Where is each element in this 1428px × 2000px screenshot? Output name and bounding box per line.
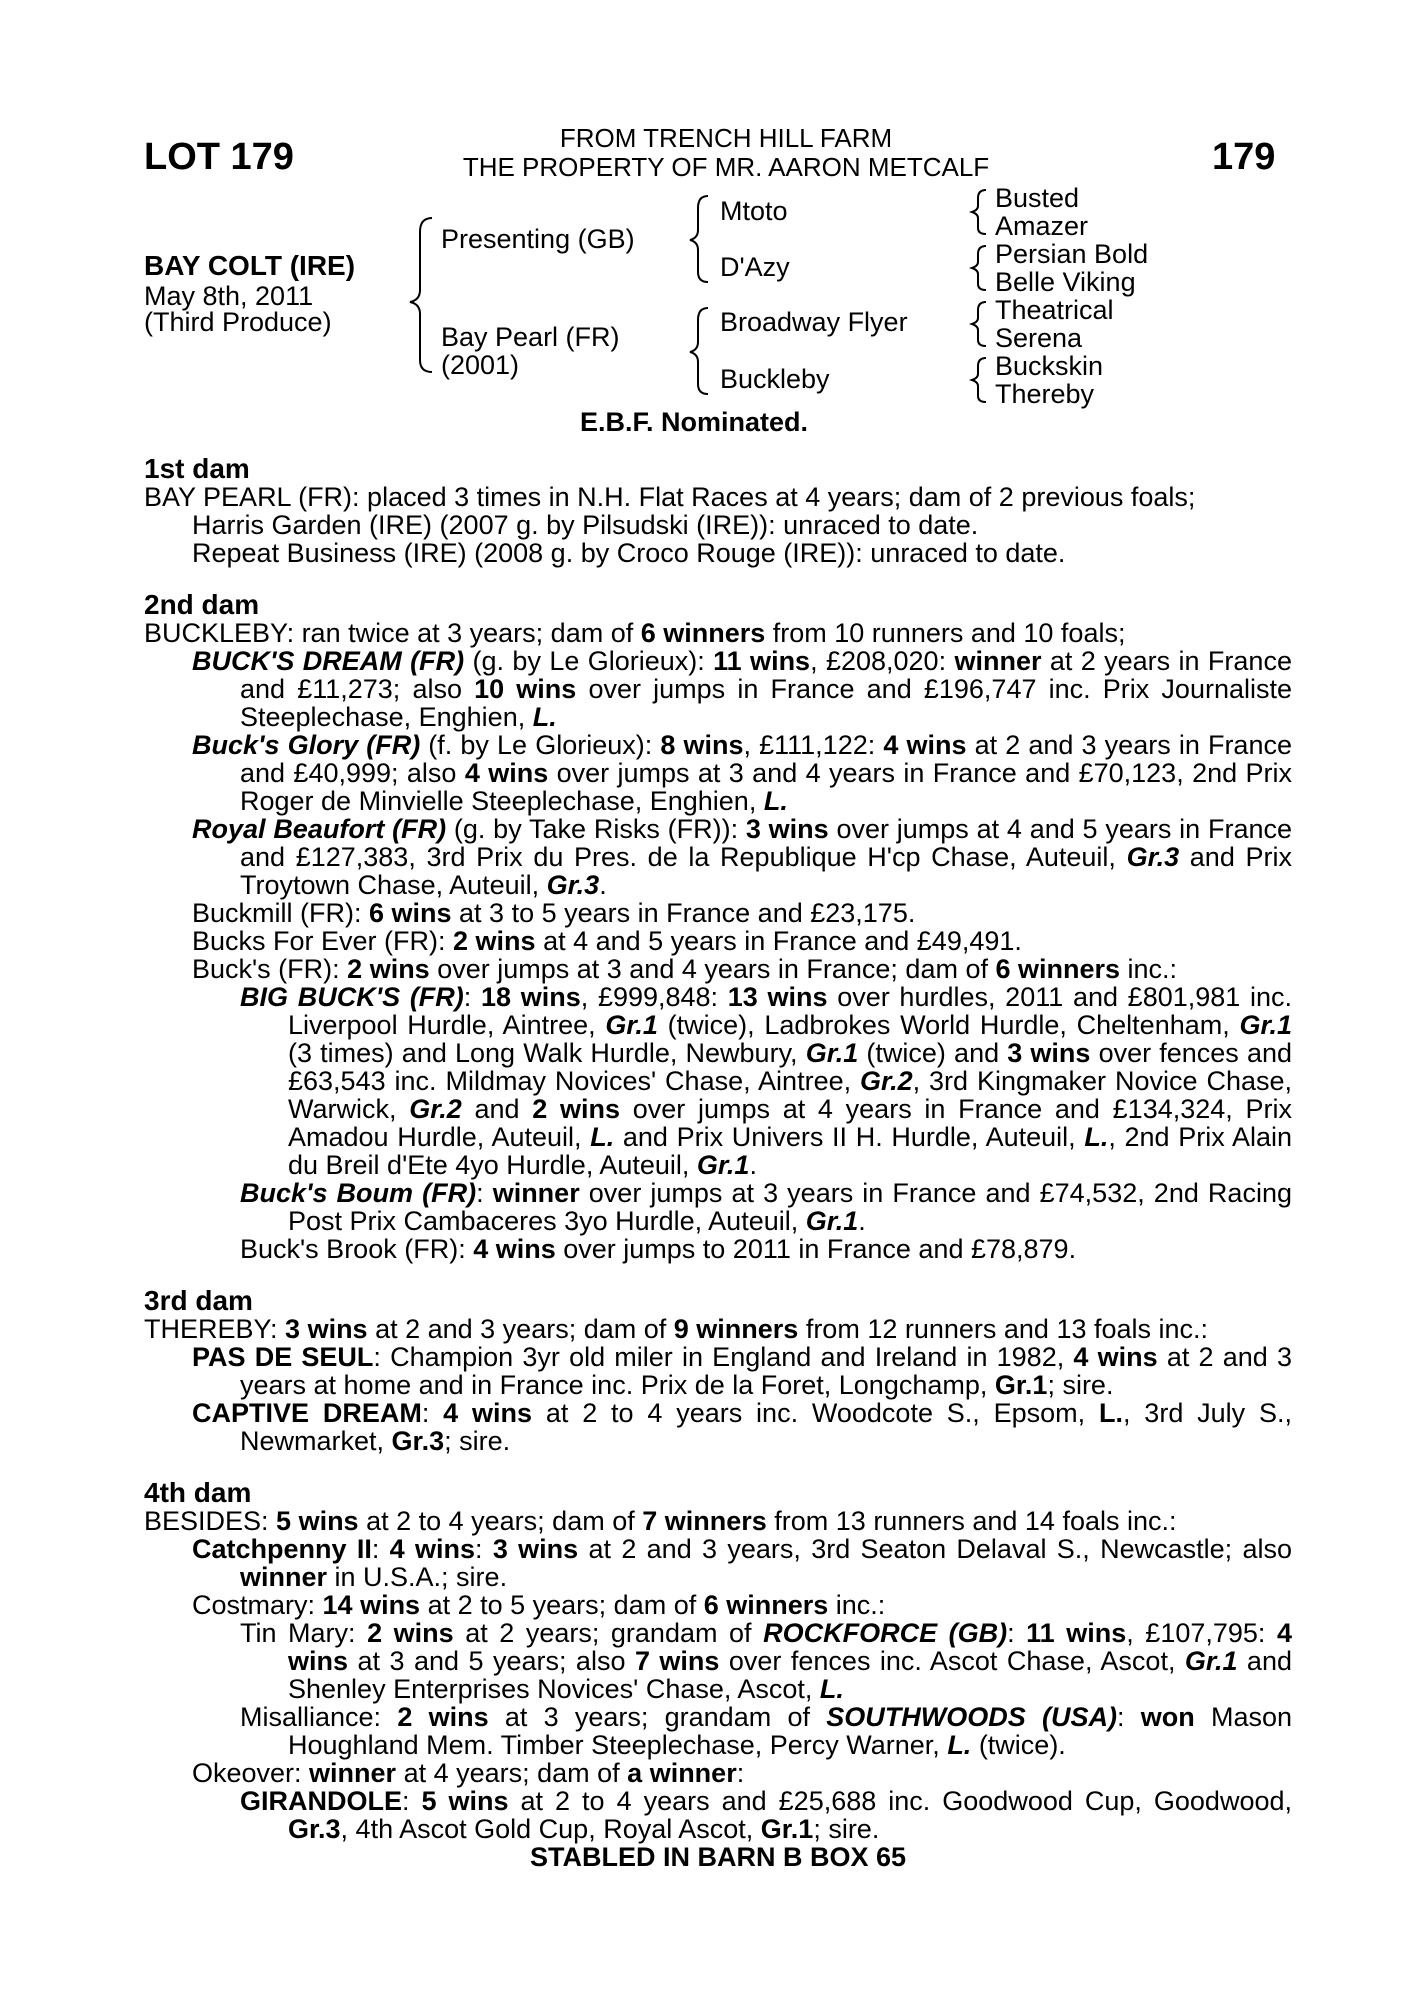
entry-highlight: 18 wins	[481, 982, 581, 1012]
entry-highlight: Gr.1	[994, 1370, 1048, 1400]
section-heading: 4th dam	[144, 1477, 252, 1508]
entry-highlight: Catchpenny II	[192, 1534, 372, 1564]
entry-highlight: Royal Beaufort (FR)	[192, 814, 447, 844]
entry-text: .	[599, 870, 607, 900]
entry-highlight: 3 wins	[285, 1314, 368, 1344]
entry-text: at 4 and 5 years in France and £49,491.	[535, 926, 1022, 956]
entry-text: over jumps at 3 years in France and £74,532, 2nd Racing Post Prix Cambaceres 3yo Hurdle, Auteuil,	[288, 1178, 1292, 1236]
ancestor-3: Persian Bold	[995, 239, 1149, 269]
entry-highlight: 11 wins	[713, 646, 811, 676]
section-heading: 3rd dam	[144, 1285, 253, 1316]
entry-text: over jumps at 3 and 4 years in France and £70,123, 2nd Prix Roger de Minvielle Steeplechase, Enghien,	[240, 758, 1292, 816]
entry-text: and Shenley Enterprises Novices' Chase, Ascot,	[288, 1646, 1292, 1704]
entry-highlight: Gr.1	[605, 1010, 658, 1040]
entry-highlight: Gr.1	[1184, 1646, 1238, 1676]
entry-text: inc.:	[1120, 954, 1178, 984]
entry-text: at 3 years; grandam of	[488, 1702, 827, 1732]
entry-text: at 3 to 5 years in France and £23,175.	[451, 898, 916, 928]
entry-text: (g. by Take Risks (FR)):	[446, 814, 746, 844]
entry-text: (3 times) and Long Walk Hurdle, Newbury,	[288, 1038, 806, 1068]
entry-highlight: 6 winners	[640, 618, 766, 648]
entry-highlight: winner	[309, 1758, 397, 1788]
entry-text: at 2 to 4 years inc. Woodcote S., Epsom,	[532, 1398, 1099, 1428]
entry-highlight: winner	[954, 646, 1042, 676]
entry-text: over fences inc. Ascot Chase, Ascot,	[719, 1646, 1185, 1676]
entry-highlight: 3 wins	[745, 814, 829, 844]
pedigree-entry	[144, 1759, 1292, 1787]
entry-text: over jumps at 3 and 4 years in France; dam of	[429, 954, 996, 984]
entry-text: at 2 and 3 years; dam of	[367, 1314, 674, 1344]
entry-highlight: CAPTIVE DREAM	[192, 1398, 422, 1428]
pedigree-entry	[144, 1343, 1292, 1399]
entry-highlight: a winner	[627, 1758, 737, 1788]
entry-text: :	[371, 1534, 390, 1564]
horse-foaled: May 8th, 2011	[144, 281, 314, 311]
entry-text: at 2 and 3 years in France and £40,999; also	[240, 730, 1292, 788]
entry-text: (twice), Ladbrokes World Hurdle, Cheltenham,	[657, 1010, 1240, 1040]
entry-highlight: 8 wins	[660, 730, 744, 760]
pedigree-entry	[144, 1315, 1292, 1343]
entry-highlight: L.	[590, 1122, 615, 1152]
entry-text: and Prix Troytown Chase, Auteuil,	[240, 842, 1292, 900]
entry-text: at 4 years; dam of	[396, 1758, 628, 1788]
nomination-note: E.B.F. Nominated.	[580, 407, 809, 437]
entry-text: Okeover:	[192, 1758, 310, 1788]
ancestor-6: Serena	[995, 323, 1083, 353]
entry-text: at 2 to 4 years and £25,688 inc. Goodwood Cup, Goodwood,	[508, 1786, 1292, 1816]
entry-text: at 2 years in France and £11,273; also	[240, 646, 1292, 704]
entry-highlight: 13 wins	[727, 982, 828, 1012]
entry-highlight: 4 wins	[288, 1618, 1292, 1676]
entry-text: , 2nd Prix Alain du Breil d'Ete 4yo Hurdle, Auteuil,	[288, 1122, 1292, 1180]
entry-highlight: L.	[763, 786, 788, 816]
entry-highlight: Gr.3	[546, 870, 600, 900]
property-line: THE PROPERTY OF MR. AARON METCALF	[462, 152, 990, 182]
entry-text: at 2 years; grandam of	[453, 1618, 764, 1648]
entry-text: ; sire.	[813, 1814, 880, 1844]
entry-highlight: L.	[819, 1674, 844, 1704]
entry-highlight: 3 wins	[492, 1534, 579, 1564]
entry-highlight: Buck's Glory (FR)	[192, 730, 421, 760]
entry-text: (twice) and	[858, 1038, 1008, 1068]
entry-highlight: L.	[1098, 1398, 1123, 1428]
entry-text: :	[463, 982, 481, 1012]
entry-text: over jumps to 2011 in France and £78,879.	[555, 1234, 1077, 1264]
entry-text: , 4th Ascot Gold Cup, Royal Ascot,	[340, 1814, 761, 1844]
entry-highlight: GIRANDOLE	[240, 1786, 402, 1816]
entry-highlight: 4 wins	[883, 730, 967, 760]
entry-highlight: L.	[1084, 1122, 1109, 1152]
entry-text: :	[1116, 1702, 1141, 1732]
entry-text: ; sire.	[1047, 1370, 1114, 1400]
entry-text: (f. by Le Glorieux):	[420, 730, 661, 760]
entry-text: Buck's Brook (FR):	[240, 1234, 474, 1264]
entry-highlight: Gr.3	[288, 1814, 341, 1844]
entry-highlight: 4 wins	[464, 758, 549, 788]
entry-text: from 13 runners and 14 foals inc.:	[766, 1506, 1177, 1536]
entry-highlight: 6 winners	[703, 1590, 829, 1620]
pedigree-entry	[144, 1535, 1292, 1591]
entry-text: , 3rd Kingmaker Novice Chase, Warwick,	[288, 1066, 1292, 1124]
entry-text: at 2 to 5 years; dam of	[420, 1590, 704, 1620]
entry-text: and	[461, 1094, 533, 1124]
entry-highlight: 4 wins	[443, 1398, 533, 1428]
entry-text: :	[421, 1398, 444, 1428]
entry-text: .	[858, 1206, 866, 1236]
entry-highlight: 4 wins	[389, 1534, 476, 1564]
entry-highlight: 2 wins	[453, 926, 536, 956]
dam-sire-name: Broadway Flyer	[720, 307, 908, 337]
entry-text: :	[402, 1786, 422, 1816]
pedigree-entry	[144, 815, 1292, 899]
pedigree-entry	[144, 927, 1292, 955]
dam-year: (2001)	[441, 350, 520, 380]
entry-text: Costmary:	[192, 1590, 323, 1620]
sire-name: Presenting (GB)	[441, 224, 635, 254]
entry-highlight: 2 wins	[367, 1618, 454, 1648]
entry-text: from 12 runners and 13 foals inc.:	[798, 1314, 1209, 1344]
pedigree-entry	[144, 647, 1292, 731]
pedigree-brackets	[0, 0, 1428, 440]
entry-text: Bucks For Ever (FR):	[192, 926, 454, 956]
pedigree-entry	[144, 483, 1292, 511]
entry-highlight: Gr.1	[1239, 1010, 1292, 1040]
entry-highlight: 2 wins	[532, 1094, 620, 1124]
stabling-note: STABLED IN BARN B BOX 65	[529, 1842, 907, 1872]
ancestor-7: Buckskin	[995, 351, 1104, 381]
entry-text: Buckmill (FR):	[192, 898, 369, 928]
entry-text: ; sire.	[444, 1426, 511, 1456]
pedigree-entry	[144, 511, 1292, 539]
section-heading: 2nd dam	[144, 589, 260, 620]
entry-highlight: BUCK'S DREAM (FR)	[192, 646, 465, 676]
ancestor-2: Amazer	[995, 211, 1089, 241]
entry-highlight: PAS DE SEUL	[192, 1342, 374, 1372]
entry-text: , £111,122:	[743, 730, 884, 760]
entry-text: at 2 and 3 years, 3rd Seaton Delaval S., Newcastle; also	[578, 1534, 1292, 1564]
entry-text: (g. by Le Glorieux):	[464, 646, 714, 676]
entry-highlight: 4 wins	[473, 1234, 556, 1264]
pedigree-entry	[144, 1235, 1292, 1263]
dam-dam-name: Buckleby	[720, 364, 830, 394]
entry-text: Repeat Business (IRE) (2008 g. by Croco Rouge (IRE)): unraced to date.	[192, 538, 1066, 568]
entry-text: over jumps in France and £196,747 inc. Prix Journaliste Steeplechase, Enghien,	[240, 674, 1293, 732]
entry-text: in U.S.A.; sire.	[327, 1562, 508, 1592]
pedigree-entry	[144, 899, 1292, 927]
entry-text: : Champion 3yr old miler in England and Ireland in 1982,	[373, 1342, 1074, 1372]
sire-dam-name: D'Azy	[720, 252, 790, 282]
entry-text: , £999,848:	[580, 982, 728, 1012]
entry-text: , 3rd July S., Newmarket,	[240, 1398, 1293, 1456]
entry-highlight: Gr.1	[805, 1206, 859, 1236]
entry-highlight: 14 wins	[322, 1590, 421, 1620]
pedigree-entry	[144, 983, 1292, 1179]
entry-highlight: Gr.1	[805, 1038, 859, 1068]
entry-text: .	[749, 1150, 757, 1180]
entry-text: inc.:	[828, 1590, 886, 1620]
entry-text: and Prix Univers II H. Hurdle, Auteuil,	[614, 1122, 1085, 1152]
section-heading: 1st dam	[144, 453, 250, 484]
entry-highlight: 3 wins	[1007, 1038, 1091, 1068]
entry-text: Mason Houghland Mem. Timber Steeplechase, Percy Warner,	[288, 1702, 1292, 1760]
entry-highlight: 9 winners	[673, 1314, 799, 1344]
pedigree-entry	[144, 1179, 1292, 1235]
entry-highlight: winner	[492, 1178, 580, 1208]
entry-highlight: Gr.2	[409, 1094, 462, 1124]
entry-highlight: Gr.1	[696, 1150, 750, 1180]
entry-text: :	[736, 1758, 745, 1788]
entry-highlight: L.	[947, 1730, 972, 1760]
entry-text: over hurdles, 2011 and £801,981 inc. Liverpool Hurdle, Aintree,	[288, 982, 1293, 1040]
entry-highlight: 2 wins	[397, 1702, 489, 1732]
pedigree-entry	[144, 1507, 1292, 1535]
pedigree-entry	[144, 1787, 1292, 1843]
entry-text: BUCKLEBY: ran twice at 3 years; dam of	[144, 618, 641, 648]
entry-highlight: SOUTHWOODS (USA)	[826, 1702, 1117, 1732]
entry-highlight: Gr.2	[860, 1066, 913, 1096]
entry-highlight: Gr.3	[1126, 842, 1180, 872]
entry-text: THEREBY:	[144, 1314, 286, 1344]
entry-text: :	[1007, 1618, 1027, 1648]
horse-name: BAY COLT (IRE)	[144, 250, 356, 281]
entry-highlight: winner	[240, 1562, 328, 1592]
pedigree-entry	[144, 1399, 1292, 1455]
entry-text: , £208,020:	[810, 646, 955, 676]
entry-highlight: won	[1140, 1702, 1195, 1732]
entry-text: Buck's (FR):	[192, 954, 348, 984]
entry-text: Tin Mary:	[240, 1618, 368, 1648]
pedigree-entry	[144, 1703, 1292, 1759]
entry-text: (twice).	[971, 1730, 1066, 1760]
entry-text: , £107,795:	[1126, 1618, 1277, 1648]
entry-highlight: 10 wins	[474, 674, 577, 704]
dam-name: Bay Pearl (FR)	[441, 322, 620, 352]
entry-highlight: BIG BUCK'S (FR)	[240, 982, 464, 1012]
entry-text: BESIDES:	[144, 1506, 277, 1536]
pedigree-entry	[144, 619, 1292, 647]
pedigree-entry	[144, 955, 1292, 983]
entry-highlight: 5 wins	[421, 1786, 509, 1816]
lot-number: 179	[1212, 136, 1276, 178]
entry-highlight: 2 wins	[347, 954, 430, 984]
entry-highlight: 5 wins	[276, 1506, 359, 1536]
entry-highlight: 4 wins	[1073, 1342, 1158, 1372]
entry-highlight: 11 wins	[1026, 1618, 1127, 1648]
pedigree-entry	[144, 731, 1292, 815]
entry-highlight: Gr.1	[760, 1814, 814, 1844]
entry-text: over jumps at 4 and 5 years in France and £127,383, 3rd Prix du Pres. de la Republique H'cp Chase, Auteuil,	[240, 814, 1293, 872]
ancestor-8: Thereby	[995, 379, 1095, 409]
entry-highlight: 7 wins	[634, 1646, 720, 1676]
entry-text: Misalliance:	[240, 1702, 398, 1732]
entry-text: over fences and £63,543 inc. Mildmay Novices' Chase, Aintree,	[288, 1038, 1292, 1096]
entry-highlight: L.	[532, 702, 557, 732]
entry-highlight: 7 winners	[642, 1506, 767, 1536]
entry-text: over jumps at 4 years in France and £134,324, Prix Amadou Hurdle, Auteuil,	[288, 1094, 1292, 1152]
consignor-line: FROM TRENCH HILL FARM	[559, 123, 893, 153]
catalogue-body	[144, 455, 1292, 1871]
ancestor-1: Busted	[995, 183, 1080, 213]
lot-label: LOT 179	[144, 136, 294, 178]
entry-highlight: 6 winners	[995, 954, 1121, 984]
entry-highlight: 6 wins	[369, 898, 452, 928]
entry-highlight: Buck's Boum (FR)	[240, 1178, 477, 1208]
entry-text: BAY PEARL (FR): placed 3 times in N.H. Flat Races at 4 years; dam of 2 previous foals;	[144, 482, 1196, 512]
ancestor-4: Belle Viking	[995, 267, 1136, 297]
ancestor-5: Theatrical	[995, 295, 1114, 325]
pedigree-entry	[144, 1591, 1292, 1619]
entry-text: :	[476, 1178, 493, 1208]
entry-text: at 2 and 3 years at home and in France inc. Prix de la Foret, Longchamp,	[240, 1342, 1293, 1400]
entry-text: at 3 and 5 years; also	[348, 1646, 635, 1676]
pedigree-entry	[144, 1619, 1292, 1703]
entry-text: :	[475, 1534, 493, 1564]
entry-text: at 2 to 4 years; dam of	[358, 1506, 643, 1536]
entry-highlight: ROCKFORCE (GB)	[763, 1618, 1008, 1648]
sire-sire-name: Mtoto	[720, 196, 788, 226]
entry-text: from 10 runners and 10 foals;	[765, 618, 1126, 648]
horse-produce: (Third Produce)	[144, 307, 332, 337]
entry-highlight: Gr.3	[391, 1426, 445, 1456]
entry-text: Harris Garden (IRE) (2007 g. by Pilsudski (IRE)): unraced to date.	[192, 510, 979, 540]
pedigree-entry	[144, 539, 1292, 567]
